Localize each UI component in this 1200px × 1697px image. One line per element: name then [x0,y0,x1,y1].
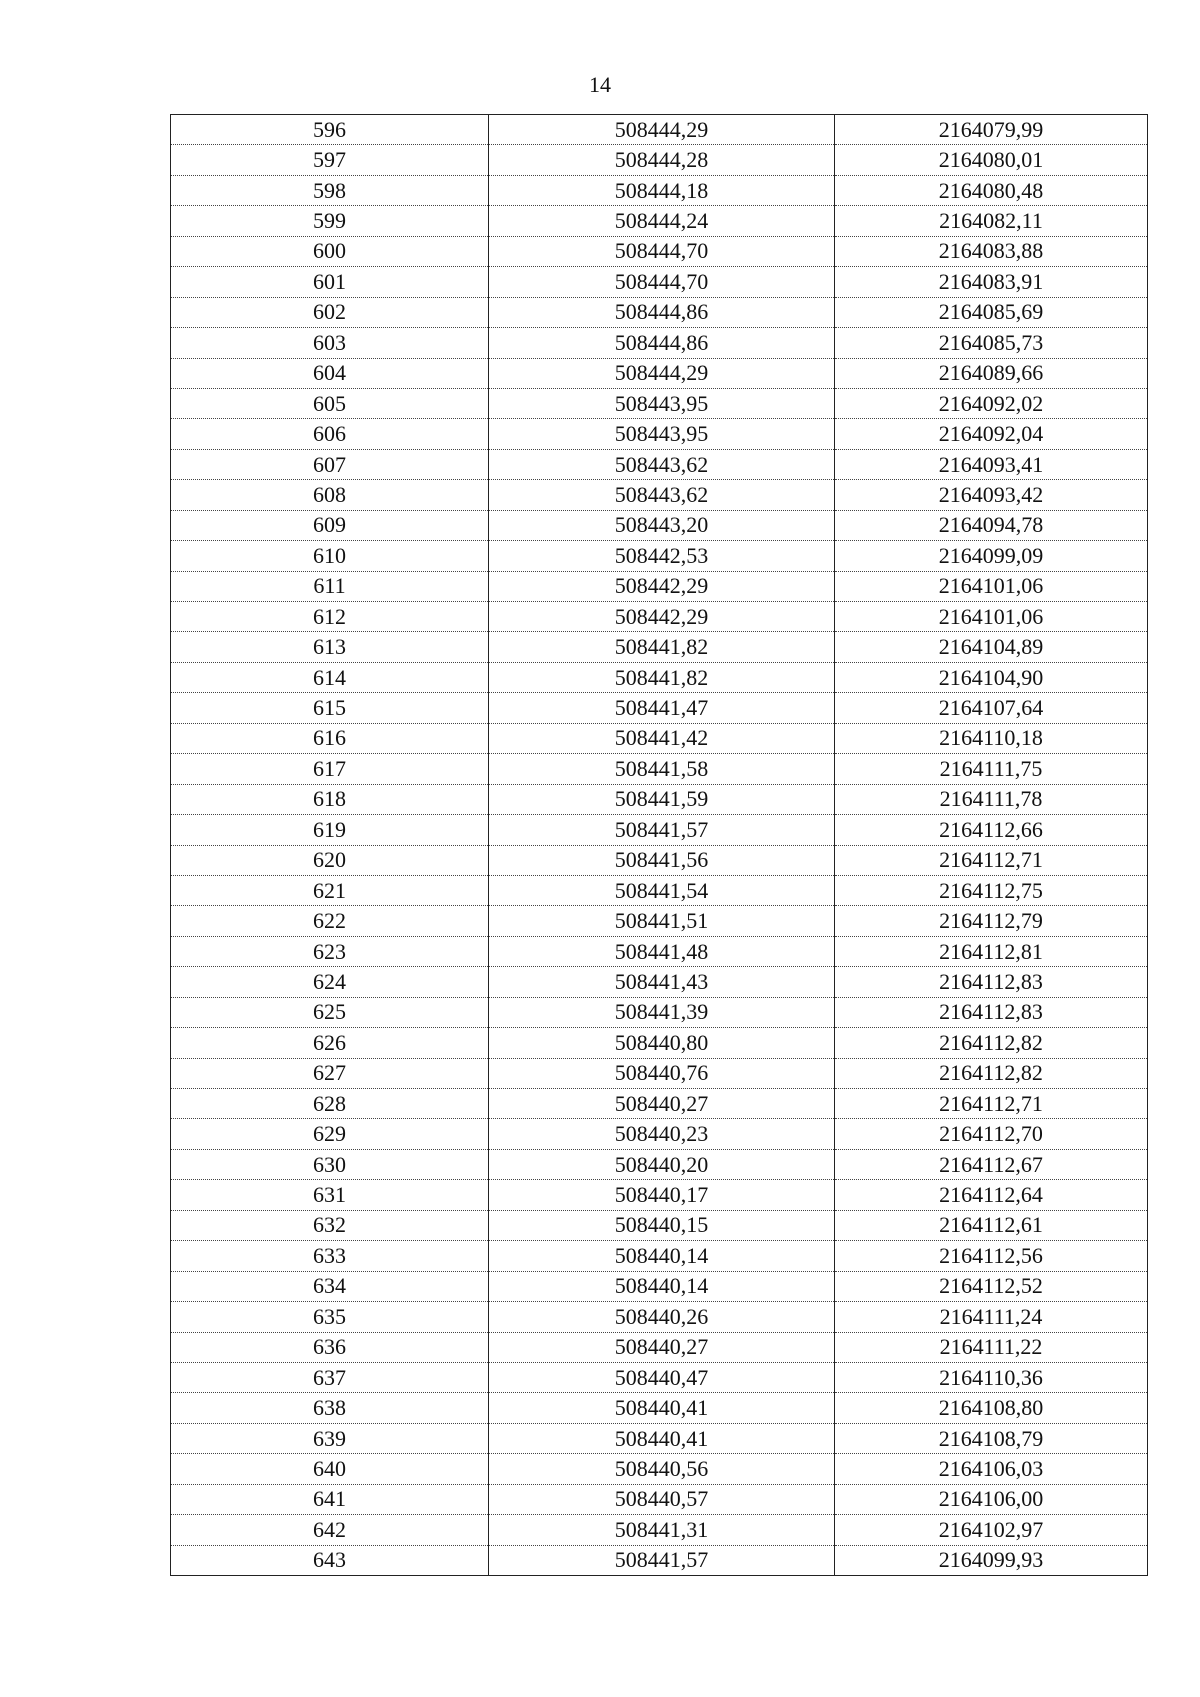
table-row [171,388,1148,418]
y-coordinate-cell: 2164112,66 [835,815,1148,845]
x-coordinate-cell: 508440,41 [489,1393,835,1423]
x-coordinate-cell: 508441,57 [489,815,835,845]
y-coordinate-cell: 2164112,75 [835,875,1148,905]
x-coordinate-cell: 508441,57 [489,1545,835,1575]
point-number-cell: 622 [171,906,489,936]
table-row [171,115,1148,145]
y-coordinate-cell: 2164112,52 [835,1271,1148,1301]
table-row [171,267,1148,297]
point-number-cell: 634 [171,1271,489,1301]
y-coordinate-cell: 2164112,71 [835,1089,1148,1119]
y-coordinate-cell: 2164079,99 [835,115,1148,145]
point-number-cell: 600 [171,236,489,266]
y-coordinate-cell: 2164111,75 [835,754,1148,784]
table-row [171,206,1148,236]
point-number-cell: 627 [171,1058,489,1088]
table-row [171,510,1148,540]
point-number-cell: 614 [171,662,489,692]
table-row [171,1058,1148,1088]
table-row [171,815,1148,845]
table-row [171,662,1148,692]
x-coordinate-cell: 508440,23 [489,1119,835,1149]
point-number-cell: 606 [171,419,489,449]
point-number-cell: 603 [171,328,489,358]
y-coordinate-cell: 2164099,09 [835,541,1148,571]
x-coordinate-cell: 508443,62 [489,449,835,479]
table-row [171,906,1148,936]
table-row [171,1149,1148,1179]
point-number-cell: 624 [171,967,489,997]
x-coordinate-cell: 508440,47 [489,1362,835,1392]
y-coordinate-cell: 2164112,71 [835,845,1148,875]
y-coordinate-cell: 2164112,61 [835,1210,1148,1240]
x-coordinate-cell: 508440,80 [489,1028,835,1058]
point-number-cell: 597 [171,145,489,175]
table-row [171,936,1148,966]
table-row [171,1119,1148,1149]
table-row [171,175,1148,205]
point-number-cell: 610 [171,541,489,571]
x-coordinate-cell: 508440,41 [489,1423,835,1453]
x-coordinate-cell: 508441,82 [489,632,835,662]
table-row [171,1484,1148,1514]
table-row [171,1423,1148,1453]
table-row [171,480,1148,510]
x-coordinate-cell: 508443,95 [489,388,835,418]
y-coordinate-cell: 2164108,80 [835,1393,1148,1423]
point-number-cell: 602 [171,297,489,327]
table-row [171,1089,1148,1119]
point-number-cell: 626 [171,1028,489,1058]
table-row [171,784,1148,814]
y-coordinate-cell: 2164094,78 [835,510,1148,540]
x-coordinate-cell: 508440,17 [489,1180,835,1210]
point-number-cell: 620 [171,845,489,875]
point-number-cell: 632 [171,1210,489,1240]
table-row [171,723,1148,753]
y-coordinate-cell: 2164102,97 [835,1515,1148,1545]
y-coordinate-cell: 2164085,73 [835,328,1148,358]
y-coordinate-cell: 2164104,89 [835,632,1148,662]
y-coordinate-cell: 2164099,93 [835,1545,1148,1575]
y-coordinate-cell: 2164101,06 [835,571,1148,601]
table-row [171,236,1148,266]
x-coordinate-cell: 508440,20 [489,1149,835,1179]
y-coordinate-cell: 2164101,06 [835,602,1148,632]
point-number-cell: 618 [171,784,489,814]
x-coordinate-cell: 508440,27 [489,1332,835,1362]
x-coordinate-cell: 508441,54 [489,875,835,905]
x-coordinate-cell: 508444,28 [489,145,835,175]
x-coordinate-cell: 508441,42 [489,723,835,753]
x-coordinate-cell: 508440,26 [489,1302,835,1332]
point-number-cell: 638 [171,1393,489,1423]
x-coordinate-cell: 508444,18 [489,175,835,205]
table-row [171,1545,1148,1575]
x-coordinate-cell: 508443,95 [489,419,835,449]
y-coordinate-cell: 2164112,64 [835,1180,1148,1210]
x-coordinate-cell: 508444,29 [489,358,835,388]
point-number-cell: 617 [171,754,489,784]
point-number-cell: 619 [171,815,489,845]
y-coordinate-cell: 2164112,83 [835,967,1148,997]
y-coordinate-cell: 2164112,81 [835,936,1148,966]
table-row [171,297,1148,327]
point-number-cell: 625 [171,997,489,1027]
table-row [171,541,1148,571]
x-coordinate-cell: 508441,47 [489,693,835,723]
point-number-cell: 621 [171,875,489,905]
point-number-cell: 635 [171,1302,489,1332]
table-row [171,1393,1148,1423]
x-coordinate-cell: 508440,76 [489,1058,835,1088]
point-number-cell: 639 [171,1423,489,1453]
y-coordinate-cell: 2164092,02 [835,388,1148,418]
y-coordinate-cell: 2164080,48 [835,175,1148,205]
y-coordinate-cell: 2164111,24 [835,1302,1148,1332]
table-row [171,1302,1148,1332]
x-coordinate-cell: 508440,14 [489,1241,835,1271]
y-coordinate-cell: 2164089,66 [835,358,1148,388]
point-number-cell: 598 [171,175,489,205]
x-coordinate-cell: 508441,82 [489,662,835,692]
point-number-cell: 641 [171,1484,489,1514]
point-number-cell: 637 [171,1362,489,1392]
y-coordinate-cell: 2164108,79 [835,1423,1148,1453]
page-number: 14 [589,72,611,97]
x-coordinate-cell: 508441,56 [489,845,835,875]
y-coordinate-cell: 2164111,78 [835,784,1148,814]
point-number-cell: 611 [171,571,489,601]
point-number-cell: 633 [171,1241,489,1271]
table-row [171,1180,1148,1210]
table-row [171,1454,1148,1484]
table-row [171,632,1148,662]
x-coordinate-cell: 508441,58 [489,754,835,784]
table-row [171,693,1148,723]
table-row [171,1362,1148,1392]
point-number-cell: 599 [171,206,489,236]
point-number-cell: 596 [171,115,489,145]
x-coordinate-cell: 508442,29 [489,602,835,632]
y-coordinate-cell: 2164106,03 [835,1454,1148,1484]
table-row [171,875,1148,905]
x-coordinate-cell: 508440,27 [489,1089,835,1119]
table-row [171,358,1148,388]
table-row [171,1271,1148,1301]
point-number-cell: 608 [171,480,489,510]
point-number-cell: 609 [171,510,489,540]
table-row [171,997,1148,1027]
x-coordinate-cell: 508442,53 [489,541,835,571]
x-coordinate-cell: 508444,86 [489,328,835,358]
point-number-cell: 628 [171,1089,489,1119]
point-number-cell: 642 [171,1515,489,1545]
x-coordinate-cell: 508440,14 [489,1271,835,1301]
y-coordinate-cell: 2164112,82 [835,1028,1148,1058]
point-number-cell: 640 [171,1454,489,1484]
x-coordinate-cell: 508444,86 [489,297,835,327]
y-coordinate-cell: 2164112,56 [835,1241,1148,1271]
x-coordinate-cell: 508441,43 [489,967,835,997]
y-coordinate-cell: 2164083,88 [835,236,1148,266]
y-coordinate-cell: 2164093,42 [835,480,1148,510]
point-number-cell: 630 [171,1149,489,1179]
table-row [171,754,1148,784]
y-coordinate-cell: 2164112,70 [835,1119,1148,1149]
x-coordinate-cell: 508444,70 [489,236,835,266]
table-row [171,1241,1148,1271]
y-coordinate-cell: 2164092,04 [835,419,1148,449]
point-number-cell: 613 [171,632,489,662]
x-coordinate-cell: 508443,62 [489,480,835,510]
y-coordinate-cell: 2164080,01 [835,145,1148,175]
y-coordinate-cell: 2164111,22 [835,1332,1148,1362]
y-coordinate-cell: 2164107,64 [835,693,1148,723]
point-number-cell: 623 [171,936,489,966]
y-coordinate-cell: 2164104,90 [835,662,1148,692]
point-number-cell: 629 [171,1119,489,1149]
table-row [171,419,1148,449]
x-coordinate-cell: 508440,15 [489,1210,835,1240]
table-row [171,1332,1148,1362]
table-row [171,1210,1148,1240]
table-row [171,602,1148,632]
x-coordinate-cell: 508444,24 [489,206,835,236]
point-number-cell: 604 [171,358,489,388]
y-coordinate-cell: 2164082,11 [835,206,1148,236]
coordinates-table [170,114,1148,1576]
x-coordinate-cell: 508441,59 [489,784,835,814]
y-coordinate-cell: 2164083,91 [835,267,1148,297]
y-coordinate-cell: 2164085,69 [835,297,1148,327]
y-coordinate-cell: 2164106,00 [835,1484,1148,1514]
y-coordinate-cell: 2164093,41 [835,449,1148,479]
x-coordinate-cell: 508441,51 [489,906,835,936]
x-coordinate-cell: 508441,31 [489,1515,835,1545]
table-row [171,449,1148,479]
x-coordinate-cell: 508441,39 [489,997,835,1027]
x-coordinate-cell: 508440,56 [489,1454,835,1484]
y-coordinate-cell: 2164110,36 [835,1362,1148,1392]
x-coordinate-cell: 508440,57 [489,1484,835,1514]
point-number-cell: 605 [171,388,489,418]
point-number-cell: 612 [171,602,489,632]
x-coordinate-cell: 508441,48 [489,936,835,966]
y-coordinate-cell: 2164112,67 [835,1149,1148,1179]
y-coordinate-cell: 2164110,18 [835,723,1148,753]
table-row [171,1515,1148,1545]
x-coordinate-cell: 508442,29 [489,571,835,601]
table-row [171,967,1148,997]
table-row [171,328,1148,358]
table-row [171,145,1148,175]
point-number-cell: 607 [171,449,489,479]
point-number-cell: 601 [171,267,489,297]
point-number-cell: 616 [171,723,489,753]
coordinates-table-body [171,115,1148,1576]
x-coordinate-cell: 508444,70 [489,267,835,297]
y-coordinate-cell: 2164112,83 [835,997,1148,1027]
table-row [171,571,1148,601]
x-coordinate-cell: 508443,20 [489,510,835,540]
point-number-cell: 615 [171,693,489,723]
table-row [171,845,1148,875]
point-number-cell: 631 [171,1180,489,1210]
table-row [171,1028,1148,1058]
point-number-cell: 636 [171,1332,489,1362]
y-coordinate-cell: 2164112,82 [835,1058,1148,1088]
y-coordinate-cell: 2164112,79 [835,906,1148,936]
x-coordinate-cell: 508444,29 [489,115,835,145]
point-number-cell: 643 [171,1545,489,1575]
